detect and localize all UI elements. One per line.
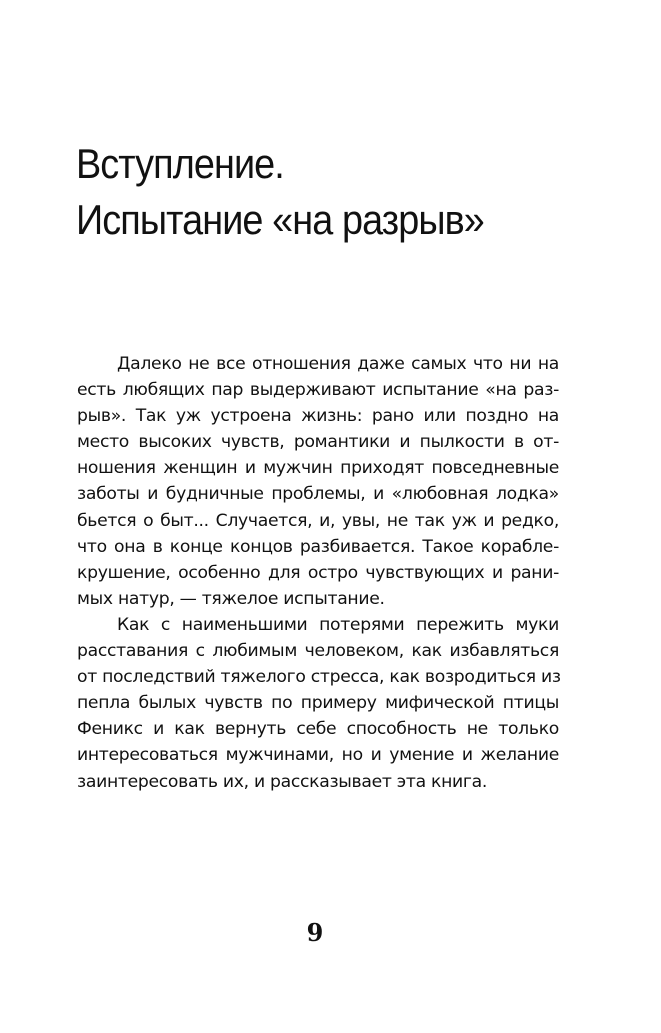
text-line: рыв». Так уж устроена жизнь: рано или поздно на [77,406,559,427]
chapter-title-line-1: Вступление. [76,140,284,187]
text-line: расставания с любимым человеком, как избавляться [77,641,559,662]
paragraph-2 [77,612,559,795]
text-line: ношения женщин и мужчин приходят повседневные [77,458,559,479]
text-line: заинтересовать их, и рассказывает эта книга. [77,771,488,792]
chapter-title [76,136,484,248]
text-line: есть любящих пар выдерживают испытание «на раз- [77,380,559,401]
text-line: Феникс и как вернуть себе способность не только [77,719,559,740]
chapter-title-line-2: Испытание «на разрыв» [76,196,484,243]
text-line: Далеко не все отношения даже самых что ни на [117,354,559,374]
text-line: что она в конце концов разбивается. Такое корабле- [77,536,559,557]
paragraph-1 [77,351,559,612]
body-text [77,351,559,795]
text-line: бьется о быт... Случается, и, увы, не так уж и редко, [77,510,559,531]
text-line: место высоких чувств, романтики и пылкости в от- [77,432,559,453]
text-line: мых натур, — тяжелое испытание. [77,588,385,609]
text-line: от последствий тяжелого стресса, как возродиться из [77,667,561,688]
text-line: пепла былых чувств по примеру мифической птицы [77,693,559,714]
text-line: Как с наименьшими потерями пережить муки [117,614,559,635]
text-line: заботы и будничные проблемы, и «любовная лодка» [77,484,559,505]
text-line: интересоваться мужчинами, но и умение и желание [77,745,559,766]
text-line: крушение, особенно для остро чувствующих и рани- [77,562,559,583]
page-number: 9 [306,918,324,947]
